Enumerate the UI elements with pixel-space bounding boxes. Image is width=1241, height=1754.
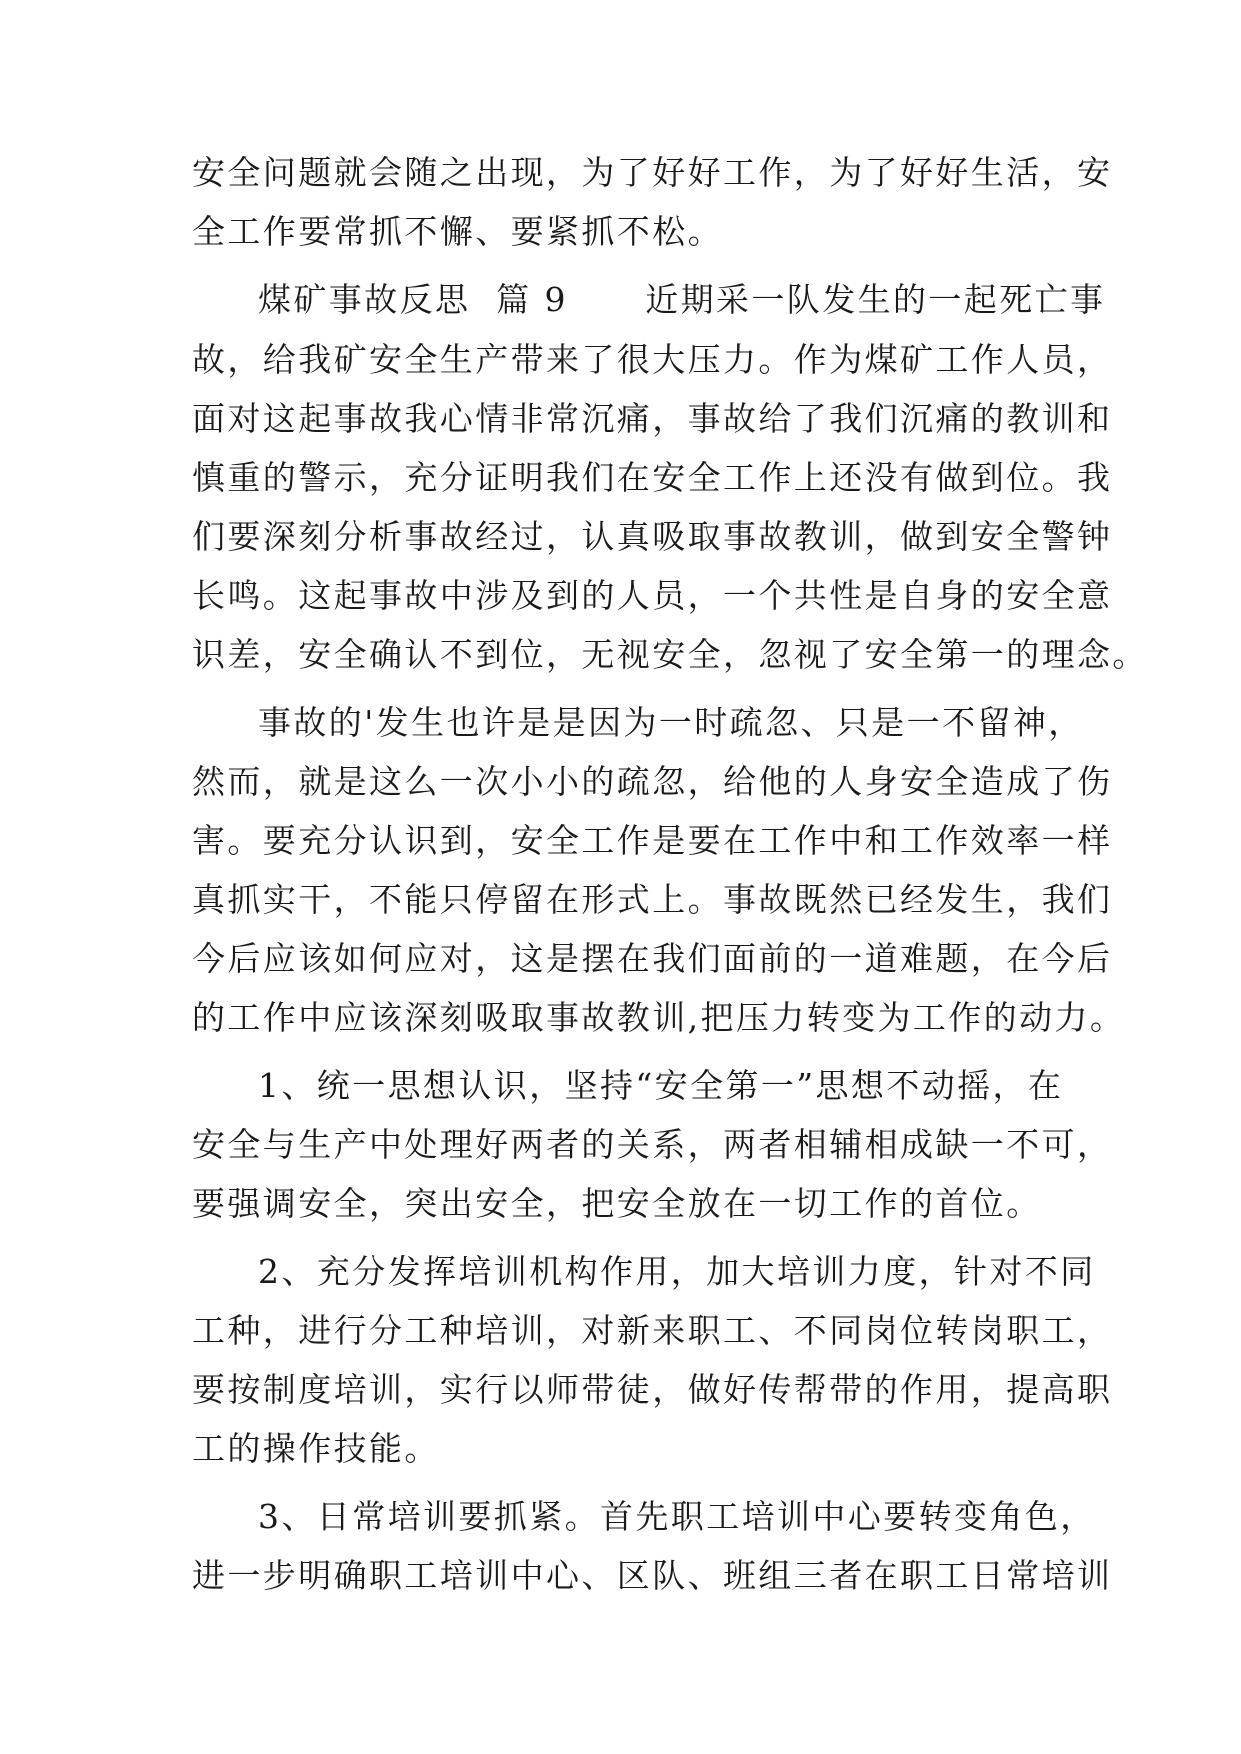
text-line: 识差，安全确认不到位，无视安全，忽视了安全第一的理念。 (192, 635, 1148, 674)
text-line: 安全与生产中处理好两者的关系，两者相辅相成缺一不可， (192, 1125, 1113, 1164)
list-item-1-first-line: 1、统一思想认识，坚持“安全第一”思想不动摇，在 (258, 1066, 1064, 1105)
text-line: 工的操作技能。 (192, 1429, 440, 1468)
list-item-3-first-line: 3、日常培训要抓紧。首先职工培训中心要转变角色， (258, 1497, 1096, 1536)
text-line: 然而，就是这么一次小小的疏忽，给他的人身安全造成了伤 (192, 762, 1113, 801)
text-line: 害。要充分认识到，安全工作是要在工作中和工作效率一样 (192, 821, 1113, 860)
text-line: 全工作要常抓不懈、要紧抓不松。 (192, 212, 723, 251)
text-line: 今后应该如何应对，这是摆在我们面前的一道难题，在今后 (192, 939, 1113, 978)
text-line: 安全问题就会随之出现，为了好好工作，为了好好生活，安 (192, 153, 1113, 192)
text-line: 面对这起事故我心情非常沉痛，事故给了我们沉痛的教训和 (192, 399, 1113, 438)
text-line: 们要深刻分析事故经过，认真吸取事故教训，做到安全警钟 (192, 517, 1113, 556)
text-line: 真抓实干，不能只停留在形式上。事故既然已经发生，我们 (192, 880, 1113, 919)
text-line: 长鸣。这起事故中涉及到的人员，一个共性是自身的安全意 (192, 576, 1113, 615)
text-line: 故，给我矿安全生产带来了很大压力。作为煤矿工作人员， (192, 340, 1113, 379)
text-line: 进一步明确职工培训中心、区队、班组三者在职工日常培训 (192, 1556, 1113, 1595)
text-line: 要强调安全，突出安全，把安全放在一切工作的首位。 (192, 1184, 1042, 1223)
list-item-2-first-line: 2、充分发挥培训机构作用，加大培训力度，针对不同 (258, 1252, 1096, 1291)
text-line: 工种，进行分工种培训，对新来职工、不同岗位转岗职工， (192, 1311, 1113, 1350)
paragraph-heading-line: 煤矿事故反思 篇 9 近期采一队发生的一起死亡事 (258, 280, 1106, 319)
paragraph-first-line: 事故的'发生也许是是因为一时疏忽、只是一不留神， (258, 703, 1084, 742)
text-line: 的工作中应该深刻吸取事故教训,把压力转变为工作的动力。 (192, 998, 1126, 1037)
text-line: 要按制度培训，实行以师带徒，做好传帮带的作用，提高职 (192, 1370, 1113, 1409)
text-line: 慎重的警示，充分证明我们在安全工作上还没有做到位。我 (192, 458, 1113, 497)
